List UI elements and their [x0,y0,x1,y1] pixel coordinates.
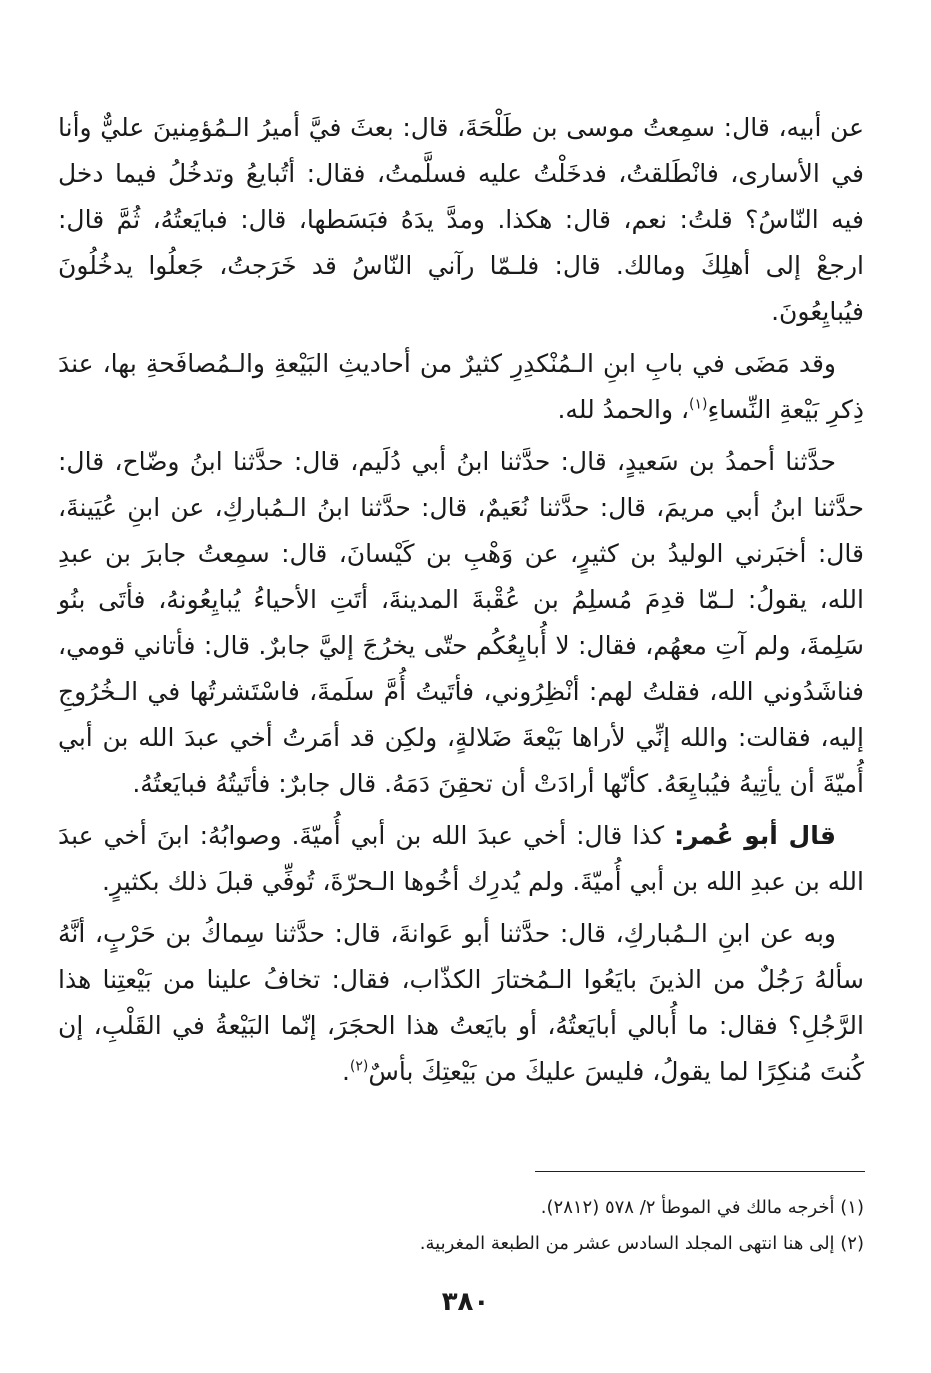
paragraph-2 [58,341,864,433]
paragraph-4-lead: قال أبو عُمر: [674,821,837,850]
paragraph-1 [58,105,864,335]
footnote-divider [535,1171,865,1172]
footnote-1: (١) أخرجه مالك في الموطأ ٢/ ٥٧٨ (٢٨١٢). [540,1197,864,1218]
paragraph-5 [58,911,864,1095]
footnote-ref-2[interactable]: (٢) [349,1058,369,1075]
paragraph-3-text: حدَّثنا أحمدُ بن سَعيدٍ، قال: حدَّثنا ابنُ أبي دُلَيم، قال: حدَّثنا ابنُ وضّاح، قال: حدَّثنا ابنُ أبي مريمَ، قال: حدَّثنا نُعَيمٌ، قال: حدَّثنا ابنُ الـمُباركِ، عن ابنِ عُيَينةَ، قال: أخبَرني الوليدُ بن كثيرٍ، عن وَهْبِ بن كَيْسانَ، قال: سمِعتُ جابرَ بن عبدِ الله، يقولُ: لـمّا قدِمَ مُسلِمُ بن عُقْبةَ المدينةَ، أتَتِ الأحياءُ يُبايِعُونهُ، فأتَى بنُو سَلِمةَ، ولم آتِ معهُم، فقال: لا أُبايِعُكُم حتّى يخرُجَ إليَّ جابرٌ. قال: فأتاني قومي، فناشَدُوني الله، فقلتُ لهم: أنْظِرُوني، فأتَيتُ أُمَّ سلَمةَ، فاسْتَشرتُها في الـخُرُوجِ إليه، فقالت: والله إنِّي لأراها بَيْعةَ ضَلالةٍ، ولكِن قد أمَرتُ أخي عبدَ الله بن أبي أُميّةَ أن يأتِيهُ فيُبايِعَهُ. كأنّها أرادَتْ أن تحقِنَ دَمَهُ. قال جابرٌ: فأتَيتُهُ فبايَعتُهُ. [58,447,864,798]
paragraph-4-text: كذا قال: أخي عبدَ الله بن أبي أُميّةَ. وصوابُهُ: ابنَ أخي عبدَ الله بن عبدِ الله بن أبي أُميّةَ. ولم يُدرِك أخُوها الـحرّةَ، تُوفِّي قبلَ ذلك بكثيرٍ. [58,821,864,896]
paragraph-2-tail: ، والحمدُ لله. [557,395,690,424]
paragraph-5-text: وبه عن ابنِ الـمُباركِ، قال: حدَّثنا أبو عَوانةَ، قال: حدَّثنا سِماكُ بن حَرْبٍ، أنَّهُ سألهُ رَجُلٌ من الذينَ بايَعُوا الـمُختارَ الكذّاب، فقال: تخافُ علينا من بَيْعتِنا هذا الرَّجُلِ؟ فقال: ما أُبالي أبايَعتُهُ، أو بايَعتُ هذا الحجَرَ، إنّما البَيْعةُ في القَلْبِ، إن كُنتَ مُنكِرًا لما يقولُ، فليسَ عليكَ من بَيْعتِكَ بأسٌ [58,919,864,1086]
footnote-ref-1[interactable]: (١) [689,396,708,413]
paragraph-1-text: عن أبيه، قال: سمِعتُ موسى بن طَلْحَةَ، قال: بعثَ فيَّ أميرُ الـمُؤمِنينَ عليٌّ وأنا في الأسارى، فانْطَلقتُ، فدخَلْتُ عليه فسلَّمتُ، فقال: أتُبايعُ وتدخُلُ فيما دخل فيه النّاسُ؟ قلتُ: نعم، قال: هكذا. ومدَّ يدَهُ فبَسَطها، قال: فبايَعتُهُ، ثُمَّ قال: ارجعْ إلى أهلِكَ ومالك. قال: فلـمّا رآني النّاسُ قد خَرَجتُ، جَعلُوا يدخُلُونَ فيُبايِعُونَ. [58,113,864,326]
paragraph-4 [58,813,864,905]
footnote-2: (٢) إلى هنا انتهى المجلد السادس عشر من الطبعة المغربية. [419,1233,864,1254]
paragraph-2-text: وقد مَضَى في بابِ ابنِ الـمُنْكدِرِ كثيرٌ من أحاديثِ البَيْعةِ والـمُصافَحةِ بها، عندَ ذِكرِ بَيْعةِ النِّساءِ [58,349,864,424]
paragraph-3 [58,439,864,807]
page-number: ٣٨٠ [441,1287,490,1317]
paragraph-5-tail: . [341,1057,350,1086]
footnotes [58,1190,864,1262]
main-text [58,105,864,1095]
